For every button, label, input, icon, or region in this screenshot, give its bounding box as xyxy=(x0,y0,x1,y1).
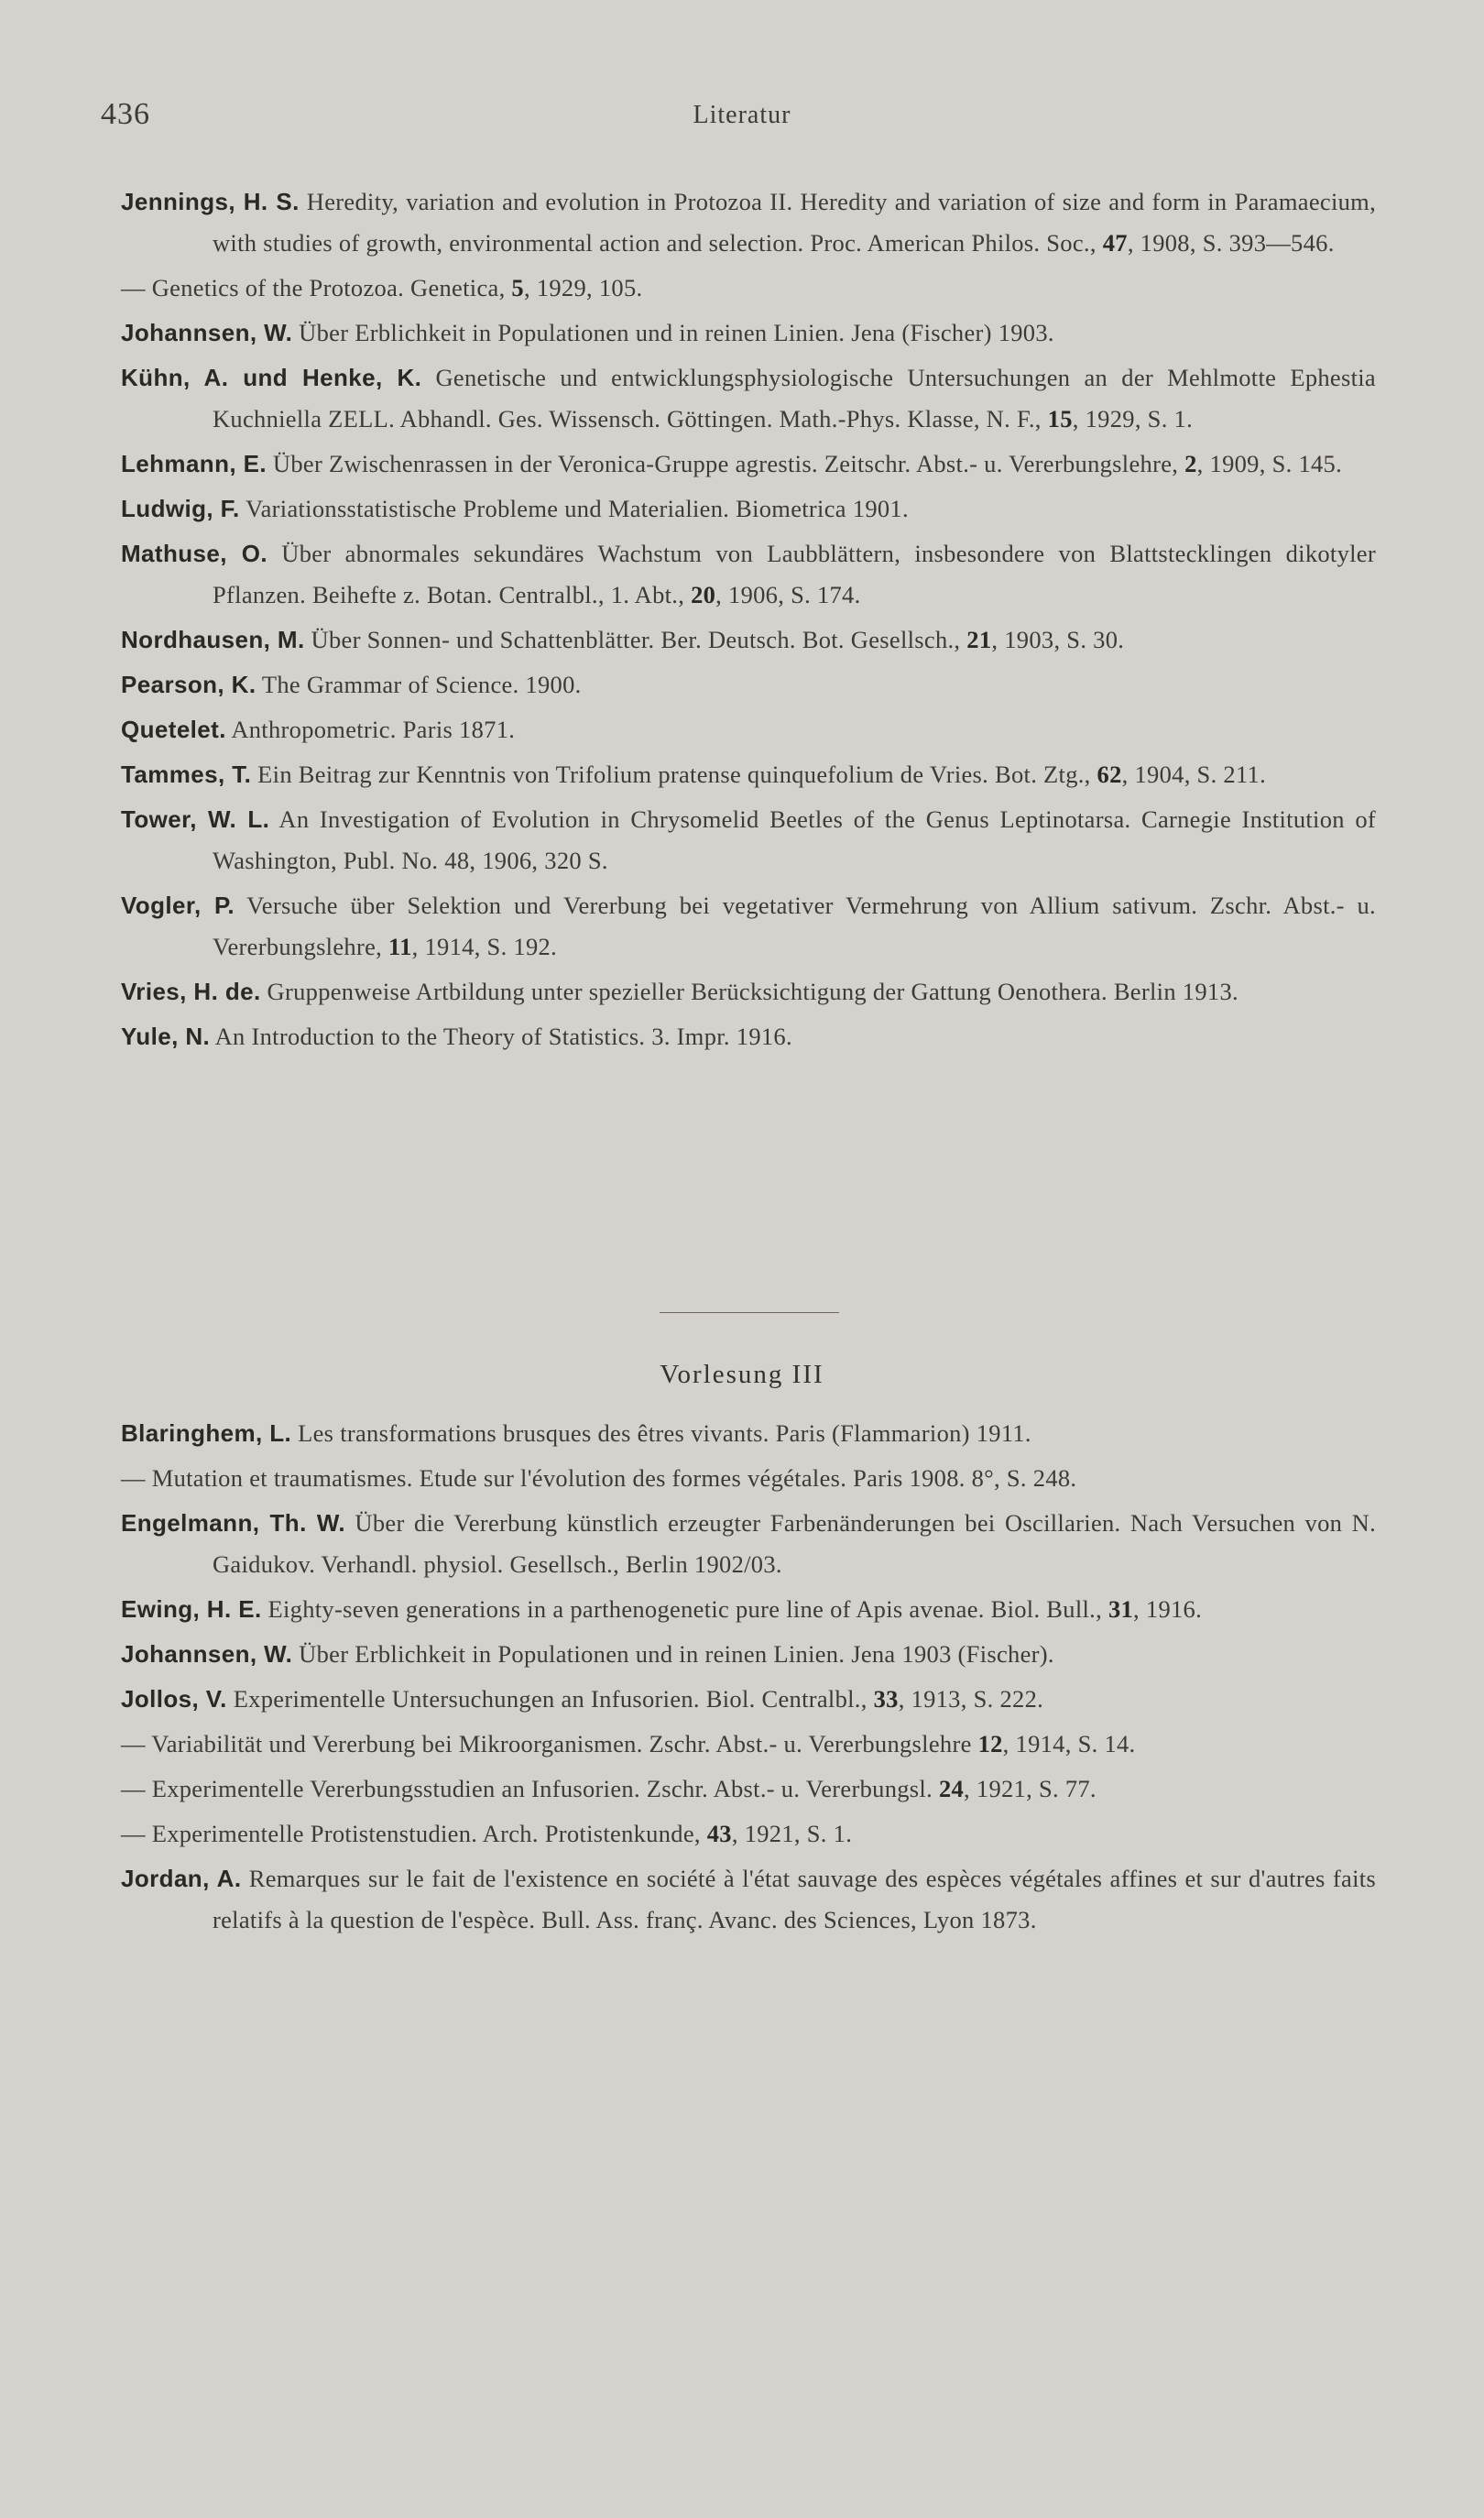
reference-volume: 24 xyxy=(938,1775,965,1802)
reference-volume: 5 xyxy=(511,274,524,301)
reference-entry xyxy=(121,443,1376,485)
reference-text: Über Erblichkeit in Populationen und in reinen Linien. Jena 1903 (Fischer). xyxy=(292,1640,1054,1668)
reference-author: Ludwig, F. xyxy=(121,495,240,522)
reference-volume: 62 xyxy=(1097,761,1122,788)
page-header xyxy=(101,97,1383,134)
reference-entry xyxy=(121,1724,1376,1765)
reference-text: Experimentelle Untersuchungen an Infusorien. Biol. Centralbl., xyxy=(226,1685,874,1713)
reference-entry xyxy=(121,971,1376,1013)
reference-entry xyxy=(121,754,1376,795)
reference-text: Variationsstatistische Probleme und Materialien. Biometrica 1901. xyxy=(239,495,909,522)
reference-text: Über Sonnen- und Schattenblätter. Ber. Deutsch. Bot. Gesellsch., xyxy=(304,626,967,653)
reference-volume: 15 xyxy=(1047,405,1073,432)
reference-details: , 1921, S. 1. xyxy=(731,1820,853,1847)
reference-volume: 20 xyxy=(691,581,716,608)
running-title: Literatur xyxy=(693,101,791,129)
reference-text: An Investigation of Evolution in Chrysomelid Beetles of the Genus Leptinotarsa. Carnegie Institution of Washington, Publ. No. 48, 1906, 320 S. xyxy=(213,805,1376,874)
reference-author: Johannsen, W. xyxy=(121,1640,293,1668)
reference-details: , 1909, S. 145. xyxy=(1196,450,1343,477)
page-number: 436 xyxy=(101,97,150,131)
reference-text: Remarques sur le fait de l'existence en société à l'état sauvage des espèces végétales affines et sur d'autres faits relatifs à la question de l'espèce. Bull. Ass. franç. Avanc. des Sciences, Lyon 1873. xyxy=(213,1865,1377,1933)
reference-author: Vogler, P. xyxy=(121,892,235,919)
reference-text: The Grammar of Science. 1900. xyxy=(256,671,582,698)
reference-text: Heredity, variation and evolution in Protozoa II. Heredity and variation of size and form in Paramaecium, with studies of growth, environmental action and selection. Proc. American Philos. Soc., xyxy=(213,188,1377,257)
reference-entry xyxy=(121,1813,1376,1855)
reference-entry xyxy=(121,1458,1376,1499)
reference-author: Yule, N. xyxy=(121,1023,211,1050)
reference-volume: 43 xyxy=(706,1820,732,1847)
reference-details: , 1921, S. 77. xyxy=(964,1775,1097,1802)
reference-volume: 2 xyxy=(1184,450,1197,477)
reference-author: Pearson, K. xyxy=(121,671,256,698)
reference-text: Über Zwischenrassen in der Veronica-Gruppe agrestis. Zeitschr. Abst.- u. Vererbungslehre, xyxy=(266,450,1185,477)
reference-entry xyxy=(121,1016,1376,1057)
reference-text: Les transformations brusques des êtres vivants. Paris (Flammarion) 1911. xyxy=(291,1419,1031,1447)
reference-entry xyxy=(121,709,1376,750)
reference-text: Anthropometric. Paris 1871. xyxy=(225,716,516,743)
reference-text: — Experimentelle Vererbungsstudien an Infusorien. Zschr. Abst.- u. Vererbungsl. xyxy=(121,1775,939,1802)
reference-entry xyxy=(121,181,1376,264)
reference-author: Nordhausen, M. xyxy=(121,626,305,653)
reference-author: Blaringhem, L. xyxy=(121,1419,292,1447)
reference-author: Jennings, H. S. xyxy=(121,188,300,215)
reference-details: , 1906, S. 174. xyxy=(715,581,861,608)
reference-entry xyxy=(121,885,1376,968)
reference-text: Über die Vererbung künstlich erzeugter Farbenänderungen bei Oscillarien. Nach Versuchen von N. Gaidukov. Verhandl. physiol. Gesellsch., Berlin 1902/03. xyxy=(213,1509,1376,1578)
reference-entry xyxy=(121,1768,1376,1810)
reference-volume: 33 xyxy=(873,1685,899,1713)
reference-entry xyxy=(121,1858,1376,1941)
reference-entry xyxy=(121,533,1376,616)
reference-list-part2 xyxy=(121,1413,1376,1944)
reference-entry xyxy=(121,1679,1376,1720)
reference-details: , 1914, S. 192. xyxy=(411,933,558,960)
reference-volume: 47 xyxy=(1102,229,1128,257)
reference-author: Lehmann, E. xyxy=(121,450,267,477)
reference-text: — Variabilität und Vererbung bei Mikroorganismen. Zschr. Abst.- u. Vererbungslehre xyxy=(121,1730,978,1757)
reference-entry xyxy=(121,357,1376,440)
reference-text: Genetische und entwicklungsphysiologische Untersuchungen an der Mehlmotte Ephestia Kuchniella ZELL. Abhandl. Ges. Wissensch. Göttingen. Math.-Phys. Klasse, N. F., xyxy=(213,364,1376,432)
reference-details: , 1929, 105. xyxy=(523,274,643,301)
reference-entry xyxy=(121,799,1376,881)
reference-details: , 1908, S. 393—546. xyxy=(1127,229,1335,257)
reference-details: , 1903, S. 30. xyxy=(991,626,1125,653)
reference-text: Gruppenweise Artbildung unter spezieller Berücksichtigung der Gattung Oenothera. Berlin 1913. xyxy=(260,978,1238,1005)
reference-entry xyxy=(121,488,1376,530)
reference-details: , 1916. xyxy=(1133,1595,1203,1623)
reference-text: Über abnormales sekundäres Wachstum von Laubblättern, insbesondere von Blattstecklingen dikotyler Pflanzen. Beihefte z. Botan. Centralbl., 1. Abt., xyxy=(213,540,1376,608)
reference-entry xyxy=(121,619,1376,661)
reference-author: Jollos, V. xyxy=(121,1685,227,1713)
reference-text: — Experimentelle Protistenstudien. Arch. Protistenkunde, xyxy=(121,1820,707,1847)
reference-author: Kühn, A. und Henke, K. xyxy=(121,364,422,391)
reference-entry xyxy=(121,1589,1376,1630)
reference-text: Ein Beitrag zur Kenntnis von Trifolium pratense quinquefolium de Vries. Bot. Ztg., xyxy=(251,761,1097,788)
reference-volume: 11 xyxy=(388,933,412,960)
reference-list-part1 xyxy=(121,181,1376,1061)
reference-author: Engelmann, Th. W. xyxy=(121,1509,345,1537)
reference-entry xyxy=(121,1503,1376,1585)
section-heading: Vorlesung III xyxy=(660,1360,824,1389)
reference-details: , 1913, S. 222. xyxy=(898,1685,1044,1713)
reference-text: — Genetics of the Protozoa. Genetica, xyxy=(121,274,512,301)
reference-author: Vries, H. de. xyxy=(121,978,261,1005)
reference-details: , 1904, S. 211. xyxy=(1121,761,1267,788)
reference-volume: 31 xyxy=(1108,1595,1134,1623)
reference-entry xyxy=(121,664,1376,706)
reference-volume: 12 xyxy=(977,1730,1003,1757)
reference-entry xyxy=(121,1413,1376,1454)
reference-details: , 1929, S. 1. xyxy=(1072,405,1194,432)
reference-volume: 21 xyxy=(966,626,992,653)
reference-entry xyxy=(121,268,1376,309)
section-divider xyxy=(660,1312,839,1313)
reference-author: Ewing, H. E. xyxy=(121,1595,262,1623)
reference-entry xyxy=(121,312,1376,354)
reference-author: Jordan, A. xyxy=(121,1865,242,1892)
reference-text: Versuche über Selektion und Vererbung bei vegetativer Vermehrung von Allium sativum. Zschr. Abst.- u. Vererbungslehre, xyxy=(213,892,1376,960)
reference-author: Mathuse, O. xyxy=(121,540,268,567)
reference-text: Über Erblichkeit in Populationen und in reinen Linien. Jena (Fischer) 1903. xyxy=(292,319,1054,346)
reference-text: Eighty-seven generations in a parthenogenetic pure line of Apis avenae. Biol. Bull., xyxy=(261,1595,1108,1623)
reference-author: Johannsen, W. xyxy=(121,319,293,346)
reference-details: , 1914, S. 14. xyxy=(1002,1730,1136,1757)
reference-text: An Introduction to the Theory of Statistics. 3. Impr. 1916. xyxy=(210,1023,792,1050)
reference-text: — Mutation et traumatismes. Etude sur l'évolution des formes végétales. Paris 1908. 8°, S. 248. xyxy=(121,1464,1077,1492)
reference-author: Tammes, T. xyxy=(121,761,252,788)
reference-author: Tower, W. L. xyxy=(121,805,270,833)
reference-entry xyxy=(121,1634,1376,1675)
reference-author: Quetelet. xyxy=(121,716,226,743)
